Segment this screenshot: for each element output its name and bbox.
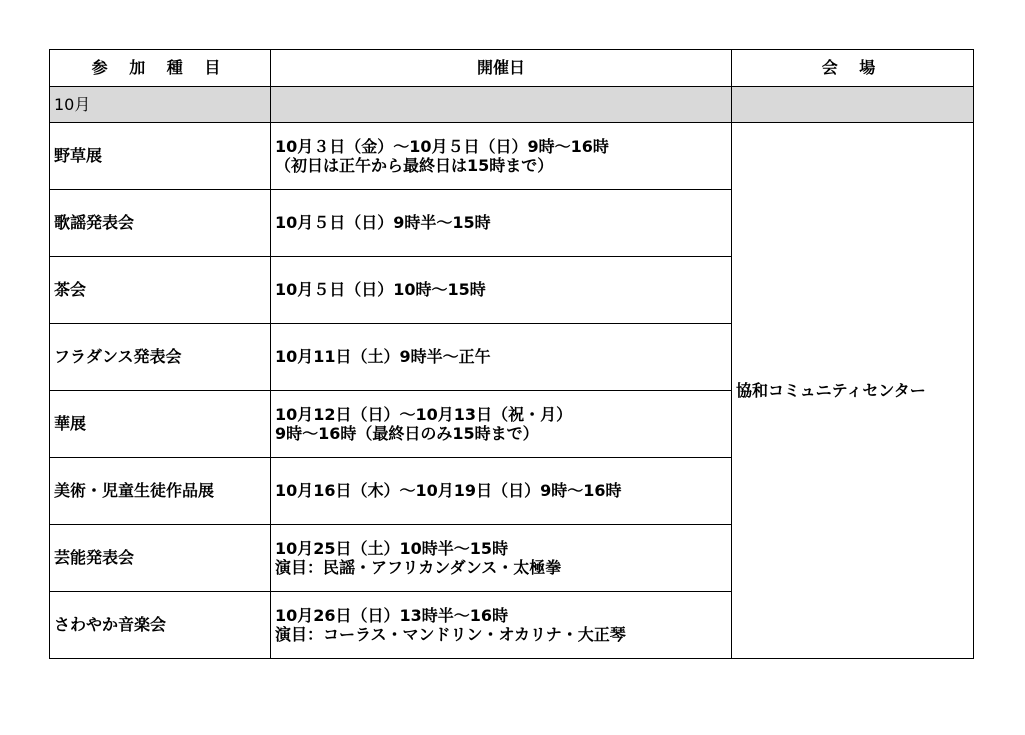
month-spacer-date bbox=[271, 87, 732, 123]
event-date bbox=[271, 190, 732, 257]
event-date bbox=[271, 592, 732, 659]
table-row bbox=[50, 123, 974, 190]
event-category: 歌謡発表会 bbox=[50, 190, 271, 257]
event-category: 美術・児童生徒作品展 bbox=[50, 458, 271, 525]
event-category: さわやか音楽会 bbox=[50, 592, 271, 659]
venue-cell: 協和コミュニティセンター bbox=[732, 123, 974, 659]
header-venue: 会 場 bbox=[732, 50, 974, 87]
event-date bbox=[271, 324, 732, 391]
event-date-line: 10月26日（日）13時半～16時 bbox=[275, 605, 509, 625]
event-date-note: （初日は正午から最終日は15時まで） bbox=[275, 156, 554, 175]
event-date bbox=[271, 391, 732, 458]
event-date bbox=[271, 458, 732, 525]
event-date-line: 10月５日（日）10時～15時 bbox=[275, 280, 486, 300]
event-schedule-table bbox=[49, 49, 974, 659]
event-category: 茶会 bbox=[50, 257, 271, 324]
event-category: 芸能発表会 bbox=[50, 525, 271, 592]
event-date-line: 10月12日（日）～10月13日（祝・月） bbox=[275, 404, 573, 424]
event-date-line: 10月５日（日）9時半～15時 bbox=[275, 213, 491, 233]
header-row bbox=[50, 50, 974, 87]
header-category: 参 加 種 目 bbox=[50, 50, 271, 87]
event-category: 華展 bbox=[50, 391, 271, 458]
event-category: 野草展 bbox=[50, 123, 271, 190]
event-category: フラダンス発表会 bbox=[50, 324, 271, 391]
month-spacer-venue bbox=[732, 87, 974, 123]
month-row bbox=[50, 87, 974, 123]
event-date-line: 10月25日（土）10時半～15時 bbox=[275, 538, 509, 558]
event-date-line: 10月11日（土）9時半～正午 bbox=[275, 347, 491, 367]
event-date-note: 9時～16時（最終日のみ15時まで） bbox=[275, 424, 539, 443]
header-date: 開催日 bbox=[271, 50, 732, 87]
event-date-line: 10月３日（金）～10月５日（日）9時～16時 bbox=[275, 136, 609, 156]
event-program: 演目：民謡・アフリカンダンス・太極拳 bbox=[275, 558, 562, 577]
event-date bbox=[271, 525, 732, 592]
event-date bbox=[271, 123, 732, 190]
month-label: 10月 bbox=[50, 87, 271, 123]
event-program: 演目：コーラス・マンドリン・オカリナ・大正琴 bbox=[275, 625, 626, 644]
event-date bbox=[271, 257, 732, 324]
event-date-line: 10月16日（木）～10月19日（日）9時～16時 bbox=[275, 481, 622, 501]
